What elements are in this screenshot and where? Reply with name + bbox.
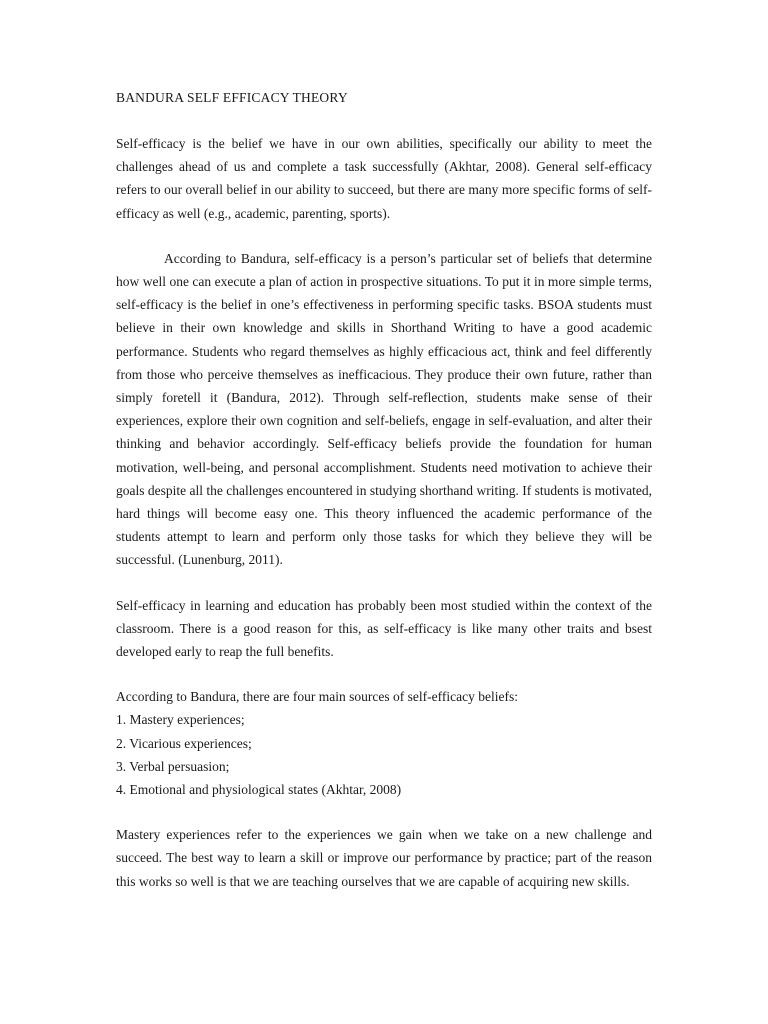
list-item: 4. Emotional and physiological states (Akhtar, 2008) bbox=[116, 782, 402, 798]
document-title: BANDURA SELF EFFICACY THEORY bbox=[116, 90, 348, 105]
list-item: 2. Vicarious experiences; bbox=[116, 735, 252, 751]
paragraph-learning-education: Self-efficacy in learning and education has probably been most studied within the context of the classroom. There is a good reason for this, as self-efficacy is like many other traits and bsest developed early to reap the full benefits. bbox=[116, 597, 652, 660]
paragraph-definition: Self-efficacy is the belief we have in our own abilities, specifically our ability to meet the challenges ahead of us and complete a task successfully (Akhtar, 2008). General self-efficacy refers to our overall belief in our ability to succeed, but there are many more specific forms of self-efficacy as well (e.g., academic, parenting, sports). bbox=[116, 136, 652, 221]
paragraph-mastery-experiences: Mastery experiences refer to the experiences we gain when we take on a new challenge and succeed. The best way to learn a skill or improve our performance by practice; part of the reason this works so well is that we are teaching ourselves that we are capable of acquiring new skills. bbox=[116, 827, 652, 889]
paragraph-bandura-beliefs: According to Bandura, self-efficacy is a person’s particular set of beliefs that determine how well one can execute a plan of action in prospective situations. To put it in more simple terms, self-efficacy is the belief in one’s effectiveness in performing specific tasks. BSOA students must believe in their own knowledge and skills in Shorthand Writing to have a good academic performance. Students who regard themselves as highly efficacious act, think and feel differently from those who perceive themselves as inefficacious. They produce their own future, rather than simply foretell it (Bandura, 2012). Through self-reflection, students make sense of their experiences, explore their own cognition and self-beliefs, engage in self-evaluation, and alter their thinking and behavior accordingly. Self-efficacy beliefs provide the foundation for human motivation, well-being, and personal accomplishment. Students need motivation to achieve their goals despite all the challenges encountered in studying shorthand writing. If students is motivated, hard things will become easy one. This theory influenced the academic performance of the students attempt to learn and perform only those tasks for which they believe they will be successful. (Lunenburg, 2011). bbox=[116, 250, 652, 568]
document-body bbox=[116, 86, 652, 893]
paragraph-sources-intro: According to Bandura, there are four main sources of self-efficacy beliefs: bbox=[116, 689, 518, 705]
sources-list bbox=[116, 708, 652, 801]
list-item: 1. Mastery experiences; bbox=[116, 712, 245, 728]
list-item: 3. Verbal persuasion; bbox=[116, 758, 230, 774]
